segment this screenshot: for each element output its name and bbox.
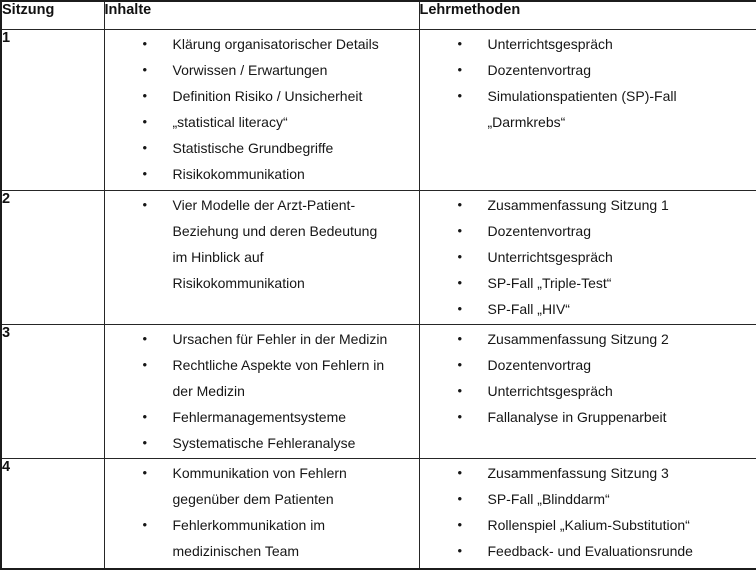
inhalte-cell: [104, 324, 419, 458]
session-number: 2: [1, 190, 104, 324]
bullet-icon: •: [143, 161, 173, 187]
bullet-icon: •: [458, 244, 488, 270]
list-item-text: Rollenspiel „Kalium-Substitution“: [488, 512, 690, 538]
lehrmethoden-cell: [419, 458, 756, 569]
list-item: [420, 192, 753, 218]
lehrmethoden-cell: [419, 190, 756, 324]
bullet-icon: •: [458, 326, 488, 352]
lehrmethoden-cell: [419, 29, 756, 190]
bullet-icon: •: [143, 57, 173, 83]
session-number: 1: [1, 29, 104, 190]
inhalte-cell: [104, 190, 419, 324]
list-item-text: Zusammenfassung Sitzung 2: [488, 326, 669, 352]
list-item: [420, 270, 753, 296]
list-item-text: Kommunikation von Fehlern gegenüber dem Patienten: [173, 460, 391, 512]
bullet-icon: •: [143, 352, 173, 404]
bullet-icon: •: [458, 31, 488, 57]
bullet-icon: •: [143, 31, 173, 57]
inhalte-cell: [104, 29, 419, 190]
bullet-icon: •: [458, 352, 488, 378]
session-number: 3: [1, 324, 104, 458]
list-item: [420, 512, 753, 538]
column-header-lehrmethoden: Lehrmethoden: [419, 1, 756, 29]
list-item-text: Unterrichtsgespräch: [488, 378, 613, 404]
list-item: [105, 430, 415, 456]
list-item: [420, 57, 753, 83]
bullet-icon: •: [143, 404, 173, 430]
list-item: [420, 460, 753, 486]
bullet-icon: •: [458, 486, 488, 512]
list-item-text: Fehlerkommunikation im medizinischen Team: [173, 512, 391, 564]
table-header-row: [1, 1, 756, 29]
list-item: [420, 538, 753, 564]
bullet-icon: •: [458, 512, 488, 538]
list-item: [420, 218, 753, 244]
list-item-text: „statistical literacy“: [173, 109, 288, 135]
list-item-text: Simulationspatienten (SP)-Fall „Darmkrebs“: [488, 83, 748, 135]
list-item-text: Zusammenfassung Sitzung 3: [488, 460, 669, 486]
bullet-icon: •: [458, 404, 488, 430]
list-item: [105, 192, 415, 296]
lehrmethoden-cell: [419, 324, 756, 458]
list-item-text: Feedback- und Evaluationsrunde: [488, 538, 693, 564]
list-item-text: Risikokommunikation: [173, 161, 305, 187]
list-item-text: Dozentenvortrag: [488, 352, 592, 378]
list-item: [420, 244, 753, 270]
bullet-icon: •: [458, 192, 488, 218]
list-item: [105, 135, 415, 161]
bullet-icon: •: [143, 109, 173, 135]
bullet-icon: •: [143, 135, 173, 161]
methods-list: [420, 30, 756, 135]
content-list: [105, 325, 419, 456]
methods-list: [420, 191, 756, 322]
list-item-text: Unterrichtsgespräch: [488, 244, 613, 270]
list-item: [105, 31, 415, 57]
content-list: [105, 459, 419, 564]
bullet-icon: •: [458, 218, 488, 244]
session-number: 4: [1, 458, 104, 569]
list-item: [420, 31, 753, 57]
bullet-icon: •: [143, 512, 173, 564]
list-item-text: Rechtliche Aspekte von Fehlern in der Medizin: [173, 352, 391, 404]
list-item-text: Zusammenfassung Sitzung 1: [488, 192, 669, 218]
list-item-text: Definition Risiko / Unsicherheit: [173, 83, 363, 109]
bullet-icon: •: [143, 192, 173, 296]
list-item-text: Systematische Fehleranalyse: [173, 430, 356, 456]
bullet-icon: •: [143, 430, 173, 456]
bullet-icon: •: [458, 296, 488, 322]
table-row-session-2: [1, 190, 756, 324]
list-item-text: SP-Fall „Blinddarm“: [488, 486, 610, 512]
list-item: [420, 378, 753, 404]
list-item: [105, 161, 415, 187]
column-header-sitzung: Sitzung: [1, 1, 104, 29]
list-item-text: Vier Modelle der Arzt-Patient-Beziehung und deren Bedeutung im Hinblick auf Risikokommunikation: [173, 192, 391, 296]
list-item: [105, 326, 415, 352]
list-item-text: SP-Fall „Triple-Test“: [488, 270, 612, 296]
list-item: [420, 486, 753, 512]
list-item-text: Statistische Grundbegriffe: [173, 135, 334, 161]
list-item-text: Unterrichtsgespräch: [488, 31, 613, 57]
list-item-text: Vorwissen / Erwartungen: [173, 57, 328, 83]
bullet-icon: •: [143, 83, 173, 109]
inhalte-cell: [104, 458, 419, 569]
list-item: [420, 83, 753, 135]
content-list: [105, 30, 419, 187]
list-item-text: Fallanalyse in Gruppenarbeit: [488, 404, 667, 430]
list-item-text: Klärung organisatorischer Details: [173, 31, 379, 57]
bullet-icon: •: [458, 538, 488, 564]
table-row-session-4: [1, 458, 756, 569]
table-row-session-1: [1, 29, 756, 190]
list-item: [105, 512, 415, 564]
list-item: [105, 83, 415, 109]
list-item: [420, 404, 753, 430]
bullet-icon: •: [143, 460, 173, 512]
list-item: [420, 296, 753, 322]
table-row-session-3: [1, 324, 756, 458]
list-item: [420, 352, 753, 378]
list-item: [105, 57, 415, 83]
column-header-inhalte: Inhalte: [104, 1, 419, 29]
methods-list: [420, 459, 756, 564]
list-item: [420, 326, 753, 352]
bullet-icon: •: [458, 378, 488, 404]
list-item: [105, 460, 415, 512]
list-item-text: Ursachen für Fehler in der Medizin: [173, 326, 388, 352]
bullet-icon: •: [458, 83, 488, 135]
content-list: [105, 191, 419, 296]
bullet-icon: •: [143, 326, 173, 352]
list-item-text: Dozentenvortrag: [488, 57, 592, 83]
list-item-text: Fehlermanagementsysteme: [173, 404, 347, 430]
list-item-text: Dozentenvortrag: [488, 218, 592, 244]
methods-list: [420, 325, 756, 430]
list-item-text: SP-Fall „HIV“: [488, 296, 570, 322]
list-item: [105, 109, 415, 135]
bullet-icon: •: [458, 57, 488, 83]
bullet-icon: •: [458, 460, 488, 486]
list-item: [105, 352, 415, 404]
bullet-icon: •: [458, 270, 488, 296]
list-item: [105, 404, 415, 430]
